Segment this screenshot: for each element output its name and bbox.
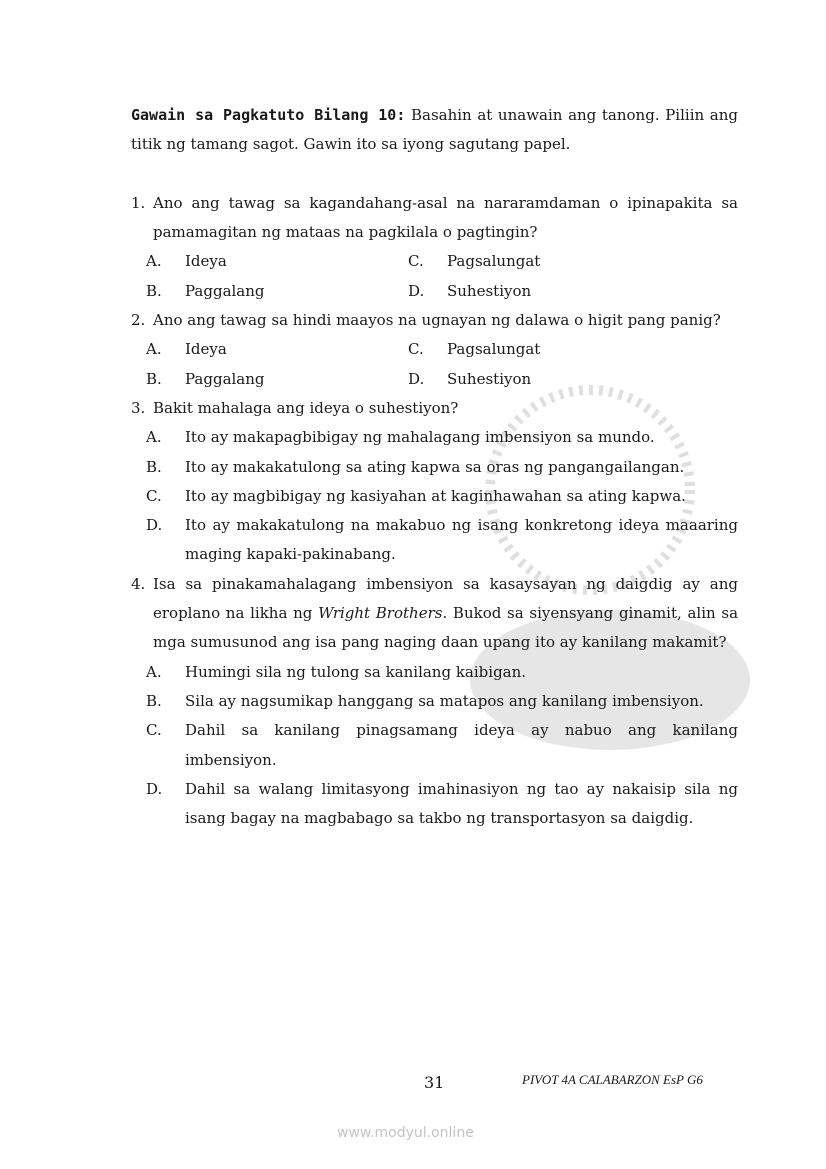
option-a: A. Ito ay makapagbibigay ng mahalagang imbensiyon sa mundo. [146, 428, 655, 447]
instructions [131, 101, 738, 160]
option-c: C. Pagsalungat [408, 252, 541, 271]
option-b: B. Sila ay nagsumikap hanggang sa matapos ang kanilang imbensiyon. [146, 691, 704, 710]
option-d: D. Suhestiyon [408, 281, 532, 300]
question-2 [131, 306, 738, 335]
option-a: A. Ideya [146, 252, 227, 271]
options-1 [131, 247, 738, 306]
option-d: D. Suhestiyon [408, 369, 532, 388]
options-3 [131, 423, 738, 569]
option-c: C. Ito ay magbibigay ng kasiyahan at kaginhawahan sa ating kapwa. [146, 486, 686, 505]
site-watermark: www.modyul.online [337, 1125, 474, 1141]
option-c: C. Dahil sa kanilang pinagsamang ideya ay nabuo ang kanilang imbensiyon. [146, 721, 738, 769]
activity-title: Gawain sa Pagkatuto Bilang 10: [131, 106, 406, 124]
footer-source: PIVOT 4A CALABARZON EsP G6 [522, 1072, 703, 1087]
options-4 [131, 658, 738, 834]
question-stem: Bakit mahalaga ang ideya o suhestiyon? [153, 398, 459, 417]
activity-page [131, 101, 738, 833]
question-number: 3. [131, 398, 146, 417]
question-number: 1. [131, 193, 146, 212]
question-1 [131, 189, 738, 248]
option-b: B. Ito ay makakatulong sa ating kapwa sa oras ng pangangailangan. [146, 457, 685, 476]
options-2 [131, 335, 738, 394]
option-b: B. Paggalang [146, 369, 265, 388]
question-stem: Isa sa pinakamahalagang imbensiyon sa kasaysayan ng daigdig ay ang eroplano na likha ng Wright Brothers. Bukod sa siyensyang ginamit, alin sa mga sumusunod ang isa pang naging daan upang ito ay kanilang makamit? [153, 574, 739, 652]
option-a: A. Humingi sila ng tulong sa kanilang kaibigan. [146, 662, 527, 681]
question-number: 4. [131, 574, 146, 593]
option-c: C. Pagsalungat [408, 340, 541, 359]
question-3 [131, 394, 738, 423]
instructions-text: Basahin at unawain ang tanong. Piliin ang titik ng tamang sagot. Gawin ito sa iyong sagutang papel. [131, 106, 738, 154]
question-stem: Ano ang tawag sa hindi maayos na ugnayan ng dalawa o higit pang panig? [153, 311, 721, 330]
page-number: 31 [424, 1073, 445, 1092]
question-stem: Ano ang tawag sa kagandahang-asal na nararamdaman o ipinapakita sa pamamagitan ng mataas na pagkilala o pagtingin? [153, 193, 738, 242]
option-b: B. Paggalang [146, 281, 265, 300]
option-d: D. Ito ay makakatulong na makabuo ng isang konkretong ideya maaaring maging kapaki-pakinabang. [146, 516, 738, 564]
question-number: 2. [131, 311, 146, 330]
option-d: D. Dahil sa walang limitasyong imahinasiyon ng tao ay nakaisip sila ng isang bagay na magbabago sa takbo ng transportasyon sa daigdig. [146, 779, 738, 828]
emphasis-wright-brothers: Wright Brothers [318, 604, 443, 623]
question-4 [131, 570, 738, 658]
option-a: A. Ideya [146, 340, 227, 359]
